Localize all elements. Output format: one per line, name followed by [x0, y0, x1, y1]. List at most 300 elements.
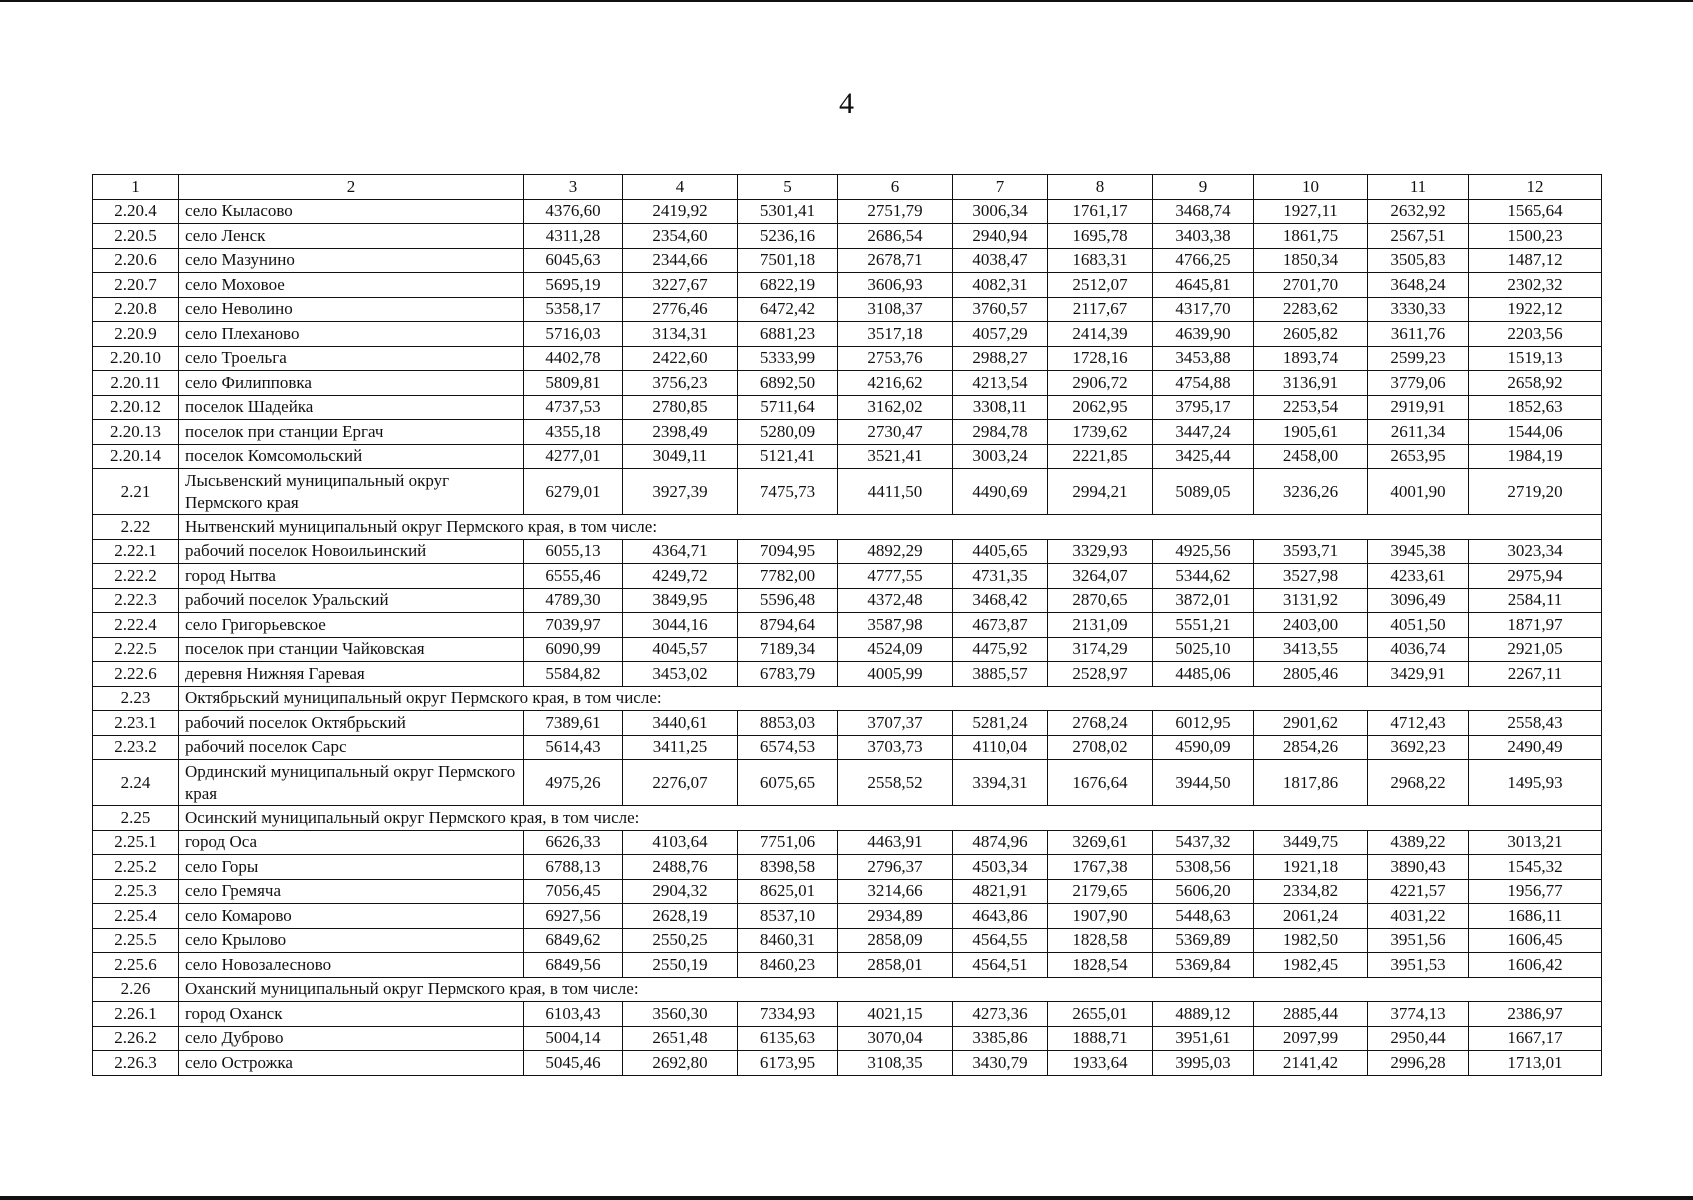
- value-cell: 6555,46: [524, 564, 623, 589]
- value-cell: 4475,92: [953, 637, 1048, 662]
- header-cell: 5: [738, 175, 838, 200]
- table-row: [93, 539, 1602, 564]
- value-cell: 2996,28: [1368, 1051, 1469, 1076]
- row-name: поселок Шадейка: [179, 395, 524, 420]
- value-cell: 6881,23: [738, 322, 838, 347]
- header-cell: 8: [1048, 175, 1153, 200]
- value-cell: 8853,03: [738, 711, 838, 736]
- value-cell: 5025,10: [1153, 637, 1254, 662]
- value-cell: 2403,00: [1254, 613, 1368, 638]
- value-cell: 3214,66: [838, 879, 953, 904]
- value-cell: 1922,12: [1469, 297, 1602, 322]
- row-code: 2.20.13: [93, 420, 179, 445]
- value-cell: 2131,09: [1048, 613, 1153, 638]
- row-name: село Горы: [179, 855, 524, 880]
- row-name: село Ленск: [179, 224, 524, 249]
- value-cell: 2221,85: [1048, 444, 1153, 469]
- table-row: [93, 199, 1602, 224]
- value-cell: 2655,01: [1048, 1002, 1153, 1027]
- value-cell: 3329,93: [1048, 539, 1153, 564]
- table-row: [93, 420, 1602, 445]
- value-cell: 2061,24: [1254, 904, 1368, 929]
- value-cell: 5045,46: [524, 1051, 623, 1076]
- value-cell: 2950,44: [1368, 1026, 1469, 1051]
- value-cell: 1767,38: [1048, 855, 1153, 880]
- value-cell: 2751,79: [838, 199, 953, 224]
- value-cell: 3013,21: [1469, 830, 1602, 855]
- value-cell: 3995,03: [1153, 1051, 1254, 1076]
- section-title: Осинский муниципальный округ Пермского края, в том числе:: [179, 806, 1602, 831]
- value-cell: 3227,67: [623, 273, 738, 298]
- value-cell: 6012,95: [1153, 711, 1254, 736]
- row-code: 2.20.14: [93, 444, 179, 469]
- row-name: село Комарово: [179, 904, 524, 929]
- value-cell: 2488,76: [623, 855, 738, 880]
- value-cell: 3468,42: [953, 588, 1048, 613]
- value-cell: 3872,01: [1153, 588, 1254, 613]
- value-cell: 3269,61: [1048, 830, 1153, 855]
- value-cell: 4777,55: [838, 564, 953, 589]
- row-code: 2.20.6: [93, 248, 179, 273]
- row-code: 2.20.7: [93, 273, 179, 298]
- value-cell: 3403,38: [1153, 224, 1254, 249]
- value-cell: 2567,51: [1368, 224, 1469, 249]
- value-cell: 4005,99: [838, 662, 953, 687]
- header-cell: 9: [1153, 175, 1254, 200]
- row-name: рабочий поселок Уральский: [179, 588, 524, 613]
- row-code: 2.20.11: [93, 371, 179, 396]
- row-code: 2.25.2: [93, 855, 179, 880]
- page-number: 4: [839, 87, 854, 120]
- value-cell: 3453,02: [623, 662, 738, 687]
- value-cell: 4213,54: [953, 371, 1048, 396]
- value-cell: 2768,24: [1048, 711, 1153, 736]
- value-cell: 2940,94: [953, 224, 1048, 249]
- value-cell: 6472,42: [738, 297, 838, 322]
- value-cell: 3760,57: [953, 297, 1048, 322]
- value-cell: 6783,79: [738, 662, 838, 687]
- value-cell: 4249,72: [623, 564, 738, 589]
- value-cell: 1888,71: [1048, 1026, 1153, 1051]
- value-cell: 4110,04: [953, 735, 1048, 760]
- value-cell: 4737,53: [524, 395, 623, 420]
- table-row: [93, 1051, 1602, 1076]
- value-cell: 8398,58: [738, 855, 838, 880]
- value-cell: 2179,65: [1048, 879, 1153, 904]
- value-cell: 4411,50: [838, 469, 953, 515]
- table-row: [93, 371, 1602, 396]
- value-cell: 3945,38: [1368, 539, 1469, 564]
- value-cell: 2062,95: [1048, 395, 1153, 420]
- value-cell: 2512,07: [1048, 273, 1153, 298]
- value-cell: 2701,70: [1254, 273, 1368, 298]
- value-cell: 3131,92: [1254, 588, 1368, 613]
- table-row: [93, 1026, 1602, 1051]
- value-cell: 1500,23: [1469, 224, 1602, 249]
- value-cell: 6822,19: [738, 273, 838, 298]
- value-cell: 3587,98: [838, 613, 953, 638]
- value-cell: 3707,37: [838, 711, 953, 736]
- value-cell: 5448,63: [1153, 904, 1254, 929]
- table-row: [93, 297, 1602, 322]
- value-cell: 5606,20: [1153, 879, 1254, 904]
- value-cell: 3756,23: [623, 371, 738, 396]
- row-code: 2.22.1: [93, 539, 179, 564]
- value-cell: 3440,61: [623, 711, 738, 736]
- row-code: 2.20.8: [93, 297, 179, 322]
- value-cell: 1761,17: [1048, 199, 1153, 224]
- value-cell: 3648,24: [1368, 273, 1469, 298]
- value-cell: 2934,89: [838, 904, 953, 929]
- value-cell: 2117,67: [1048, 297, 1153, 322]
- value-cell: 3468,74: [1153, 199, 1254, 224]
- table-row: [93, 711, 1602, 736]
- value-cell: 4975,26: [524, 760, 623, 806]
- value-cell: 3006,34: [953, 199, 1048, 224]
- value-cell: 4277,01: [524, 444, 623, 469]
- header-row: [93, 175, 1602, 200]
- value-cell: 4673,87: [953, 613, 1048, 638]
- value-cell: 4590,09: [1153, 735, 1254, 760]
- value-cell: 8460,31: [738, 928, 838, 953]
- value-cell: 2458,00: [1254, 444, 1368, 469]
- value-cell: 2968,22: [1368, 760, 1469, 806]
- value-cell: 3070,04: [838, 1026, 953, 1051]
- table-row: [93, 830, 1602, 855]
- value-cell: 5308,56: [1153, 855, 1254, 880]
- value-cell: 3606,93: [838, 273, 953, 298]
- section-row: [93, 686, 1602, 711]
- value-cell: 5280,09: [738, 420, 838, 445]
- value-cell: 4376,60: [524, 199, 623, 224]
- value-cell: 2651,48: [623, 1026, 738, 1051]
- table-row: [93, 735, 1602, 760]
- value-cell: 4889,12: [1153, 1002, 1254, 1027]
- value-cell: 4389,22: [1368, 830, 1469, 855]
- value-cell: 3453,88: [1153, 346, 1254, 371]
- value-cell: 3560,30: [623, 1002, 738, 1027]
- value-cell: 6927,56: [524, 904, 623, 929]
- value-cell: 2854,26: [1254, 735, 1368, 760]
- scan-edge-bottom: [0, 1196, 1693, 1200]
- value-cell: 6574,53: [738, 735, 838, 760]
- section-row: [93, 977, 1602, 1002]
- value-cell: 4925,56: [1153, 539, 1254, 564]
- value-cell: 4364,71: [623, 539, 738, 564]
- value-cell: 4766,25: [1153, 248, 1254, 273]
- row-code: 2.26.3: [93, 1051, 179, 1076]
- value-cell: 5551,21: [1153, 613, 1254, 638]
- value-cell: 4001,90: [1368, 469, 1469, 515]
- value-cell: 4221,57: [1368, 879, 1469, 904]
- value-cell: 3774,13: [1368, 1002, 1469, 1027]
- value-cell: 3049,11: [623, 444, 738, 469]
- value-cell: 4233,61: [1368, 564, 1469, 589]
- value-cell: 4273,36: [953, 1002, 1048, 1027]
- table-row: [93, 613, 1602, 638]
- value-cell: 4564,55: [953, 928, 1048, 953]
- value-cell: 4103,64: [623, 830, 738, 855]
- row-name: Лысьвенский муниципальный округ Пермского края: [179, 469, 524, 515]
- table-row: [93, 855, 1602, 880]
- value-cell: 2776,46: [623, 297, 738, 322]
- value-cell: 4874,96: [953, 830, 1048, 855]
- value-cell: 3264,07: [1048, 564, 1153, 589]
- value-cell: 6626,33: [524, 830, 623, 855]
- value-cell: 7334,93: [738, 1002, 838, 1027]
- value-cell: 6135,63: [738, 1026, 838, 1051]
- row-code: 2.25.1: [93, 830, 179, 855]
- value-cell: 1495,93: [1469, 760, 1602, 806]
- table-row: [93, 928, 1602, 953]
- row-name: поселок при станции Ергач: [179, 420, 524, 445]
- value-cell: 2141,42: [1254, 1051, 1368, 1076]
- value-cell: 3174,29: [1048, 637, 1153, 662]
- value-cell: 4317,70: [1153, 297, 1254, 322]
- value-cell: 3849,95: [623, 588, 738, 613]
- value-cell: 3330,33: [1368, 297, 1469, 322]
- value-cell: 3044,16: [623, 613, 738, 638]
- value-cell: 1739,62: [1048, 420, 1153, 445]
- value-cell: 1565,64: [1469, 199, 1602, 224]
- value-cell: 2558,52: [838, 760, 953, 806]
- value-cell: 2919,91: [1368, 395, 1469, 420]
- section-title: Нытвенский муниципальный округ Пермского края, в том числе:: [179, 515, 1602, 540]
- value-cell: 2528,97: [1048, 662, 1153, 687]
- value-cell: 5089,05: [1153, 469, 1254, 515]
- value-cell: 2901,62: [1254, 711, 1368, 736]
- value-cell: 1606,42: [1469, 953, 1602, 978]
- value-cell: 5711,64: [738, 395, 838, 420]
- row-code: 2.23.2: [93, 735, 179, 760]
- value-cell: 4405,65: [953, 539, 1048, 564]
- row-name: село Гремяча: [179, 879, 524, 904]
- value-cell: 4021,15: [838, 1002, 953, 1027]
- value-cell: 4639,90: [1153, 322, 1254, 347]
- value-cell: 2097,99: [1254, 1026, 1368, 1051]
- value-cell: 3236,26: [1254, 469, 1368, 515]
- value-cell: 1893,74: [1254, 346, 1368, 371]
- value-cell: 2994,21: [1048, 469, 1153, 515]
- value-cell: 4503,34: [953, 855, 1048, 880]
- value-cell: 5121,41: [738, 444, 838, 469]
- value-cell: 2605,82: [1254, 322, 1368, 347]
- value-cell: 2386,97: [1469, 1002, 1602, 1027]
- row-code: 2.25.4: [93, 904, 179, 929]
- row-name: село Дуброво: [179, 1026, 524, 1051]
- value-cell: 1850,34: [1254, 248, 1368, 273]
- table-body: [93, 199, 1602, 1075]
- row-code: 2.20.12: [93, 395, 179, 420]
- header-cell: 7: [953, 175, 1048, 200]
- value-cell: 3162,02: [838, 395, 953, 420]
- row-code: 2.22.3: [93, 588, 179, 613]
- value-cell: 1871,97: [1469, 613, 1602, 638]
- value-cell: 4645,81: [1153, 273, 1254, 298]
- value-cell: 4524,09: [838, 637, 953, 662]
- row-name: рабочий поселок Новоильинский: [179, 539, 524, 564]
- header-cell: 1: [93, 175, 179, 200]
- value-cell: 2708,02: [1048, 735, 1153, 760]
- value-cell: 2632,92: [1368, 199, 1469, 224]
- value-cell: 4082,31: [953, 273, 1048, 298]
- value-cell: 2719,20: [1469, 469, 1602, 515]
- value-cell: 1519,13: [1469, 346, 1602, 371]
- value-cell: 2611,34: [1368, 420, 1469, 445]
- value-cell: 4038,47: [953, 248, 1048, 273]
- value-cell: 7501,18: [738, 248, 838, 273]
- value-cell: 2984,78: [953, 420, 1048, 445]
- value-cell: 4892,29: [838, 539, 953, 564]
- table-row: [93, 637, 1602, 662]
- row-name: село Троельга: [179, 346, 524, 371]
- row-name: деревня Нижняя Гаревая: [179, 662, 524, 687]
- value-cell: 2550,19: [623, 953, 738, 978]
- value-cell: 3593,71: [1254, 539, 1368, 564]
- value-cell: 2858,09: [838, 928, 953, 953]
- value-cell: 1686,11: [1469, 904, 1602, 929]
- value-cell: 4789,30: [524, 588, 623, 613]
- tariff-table: [92, 174, 1602, 1076]
- value-cell: 3505,83: [1368, 248, 1469, 273]
- value-cell: 1907,90: [1048, 904, 1153, 929]
- value-cell: 7475,73: [738, 469, 838, 515]
- value-cell: 3779,06: [1368, 371, 1469, 396]
- value-cell: 3108,37: [838, 297, 953, 322]
- value-cell: 1487,12: [1469, 248, 1602, 273]
- row-code: 2.20.5: [93, 224, 179, 249]
- scan-edge-top: [0, 0, 1693, 2]
- value-cell: 5301,41: [738, 199, 838, 224]
- value-cell: 3951,61: [1153, 1026, 1254, 1051]
- value-cell: 4045,57: [623, 637, 738, 662]
- value-cell: 3096,49: [1368, 588, 1469, 613]
- row-code: 2.25: [93, 806, 179, 831]
- row-name: село Моховое: [179, 273, 524, 298]
- value-cell: 2283,62: [1254, 297, 1368, 322]
- table-row: [93, 395, 1602, 420]
- value-cell: 3885,57: [953, 662, 1048, 687]
- value-cell: 4031,22: [1368, 904, 1469, 929]
- value-cell: 5369,89: [1153, 928, 1254, 953]
- value-cell: 7189,34: [738, 637, 838, 662]
- header-cell: 6: [838, 175, 953, 200]
- row-code: 2.24: [93, 760, 179, 806]
- value-cell: 6892,50: [738, 371, 838, 396]
- value-cell: 2414,39: [1048, 322, 1153, 347]
- row-code: 2.20.9: [93, 322, 179, 347]
- value-cell: 3951,56: [1368, 928, 1469, 953]
- value-cell: 3308,11: [953, 395, 1048, 420]
- value-cell: 5584,82: [524, 662, 623, 687]
- table-row: [93, 760, 1602, 806]
- value-cell: 2276,07: [623, 760, 738, 806]
- table-row: [93, 1002, 1602, 1027]
- value-cell: 2344,66: [623, 248, 738, 273]
- value-cell: 2584,11: [1469, 588, 1602, 613]
- value-cell: 3927,39: [623, 469, 738, 515]
- value-cell: 2885,44: [1254, 1002, 1368, 1027]
- value-cell: 4731,35: [953, 564, 1048, 589]
- table-row: [93, 248, 1602, 273]
- value-cell: 4355,18: [524, 420, 623, 445]
- value-cell: 5369,84: [1153, 953, 1254, 978]
- value-cell: 4485,06: [1153, 662, 1254, 687]
- value-cell: 4643,86: [953, 904, 1048, 929]
- value-cell: 6075,65: [738, 760, 838, 806]
- row-name: поселок при станции Чайковская: [179, 637, 524, 662]
- value-cell: 3134,31: [623, 322, 738, 347]
- value-cell: 3692,23: [1368, 735, 1469, 760]
- value-cell: 3425,44: [1153, 444, 1254, 469]
- value-cell: 1933,64: [1048, 1051, 1153, 1076]
- row-name: рабочий поселок Октябрьский: [179, 711, 524, 736]
- value-cell: 1713,01: [1469, 1051, 1602, 1076]
- value-cell: 8794,64: [738, 613, 838, 638]
- value-cell: 2904,32: [623, 879, 738, 904]
- header-cell: 12: [1469, 175, 1602, 200]
- value-cell: 1817,86: [1254, 760, 1368, 806]
- value-cell: 5614,43: [524, 735, 623, 760]
- value-cell: 1984,19: [1469, 444, 1602, 469]
- value-cell: 3795,17: [1153, 395, 1254, 420]
- row-code: 2.20.10: [93, 346, 179, 371]
- value-cell: 2730,47: [838, 420, 953, 445]
- row-name: город Нытва: [179, 564, 524, 589]
- value-cell: 4564,51: [953, 953, 1048, 978]
- value-cell: 3385,86: [953, 1026, 1048, 1051]
- value-cell: 3521,41: [838, 444, 953, 469]
- value-cell: 1852,63: [1469, 395, 1602, 420]
- value-cell: 7039,97: [524, 613, 623, 638]
- table-row: [93, 273, 1602, 298]
- table-row: [93, 346, 1602, 371]
- value-cell: 4821,91: [953, 879, 1048, 904]
- row-name: село Крылово: [179, 928, 524, 953]
- row-code: 2.22.2: [93, 564, 179, 589]
- row-name: село Плеханово: [179, 322, 524, 347]
- value-cell: 2921,05: [1469, 637, 1602, 662]
- value-cell: 2599,23: [1368, 346, 1469, 371]
- row-code: 2.25.6: [93, 953, 179, 978]
- value-cell: 4463,91: [838, 830, 953, 855]
- value-cell: 2780,85: [623, 395, 738, 420]
- value-cell: 2678,71: [838, 248, 953, 273]
- value-cell: 1683,31: [1048, 248, 1153, 273]
- section-row: [93, 515, 1602, 540]
- value-cell: 1695,78: [1048, 224, 1153, 249]
- value-cell: 1728,16: [1048, 346, 1153, 371]
- row-code: 2.23: [93, 686, 179, 711]
- value-cell: 2302,32: [1469, 273, 1602, 298]
- value-cell: 7751,06: [738, 830, 838, 855]
- row-name: село Мазунино: [179, 248, 524, 273]
- row-name: поселок Комсомольский: [179, 444, 524, 469]
- section-row: [93, 806, 1602, 831]
- value-cell: 2805,46: [1254, 662, 1368, 687]
- value-cell: 2550,25: [623, 928, 738, 953]
- row-code: 2.25.3: [93, 879, 179, 904]
- value-cell: 3413,55: [1254, 637, 1368, 662]
- value-cell: 1905,61: [1254, 420, 1368, 445]
- value-cell: 7056,45: [524, 879, 623, 904]
- value-cell: 7094,95: [738, 539, 838, 564]
- table-row: [93, 953, 1602, 978]
- row-name: город Оса: [179, 830, 524, 855]
- value-cell: 3023,34: [1469, 539, 1602, 564]
- value-cell: 5281,24: [953, 711, 1048, 736]
- value-cell: 5809,81: [524, 371, 623, 396]
